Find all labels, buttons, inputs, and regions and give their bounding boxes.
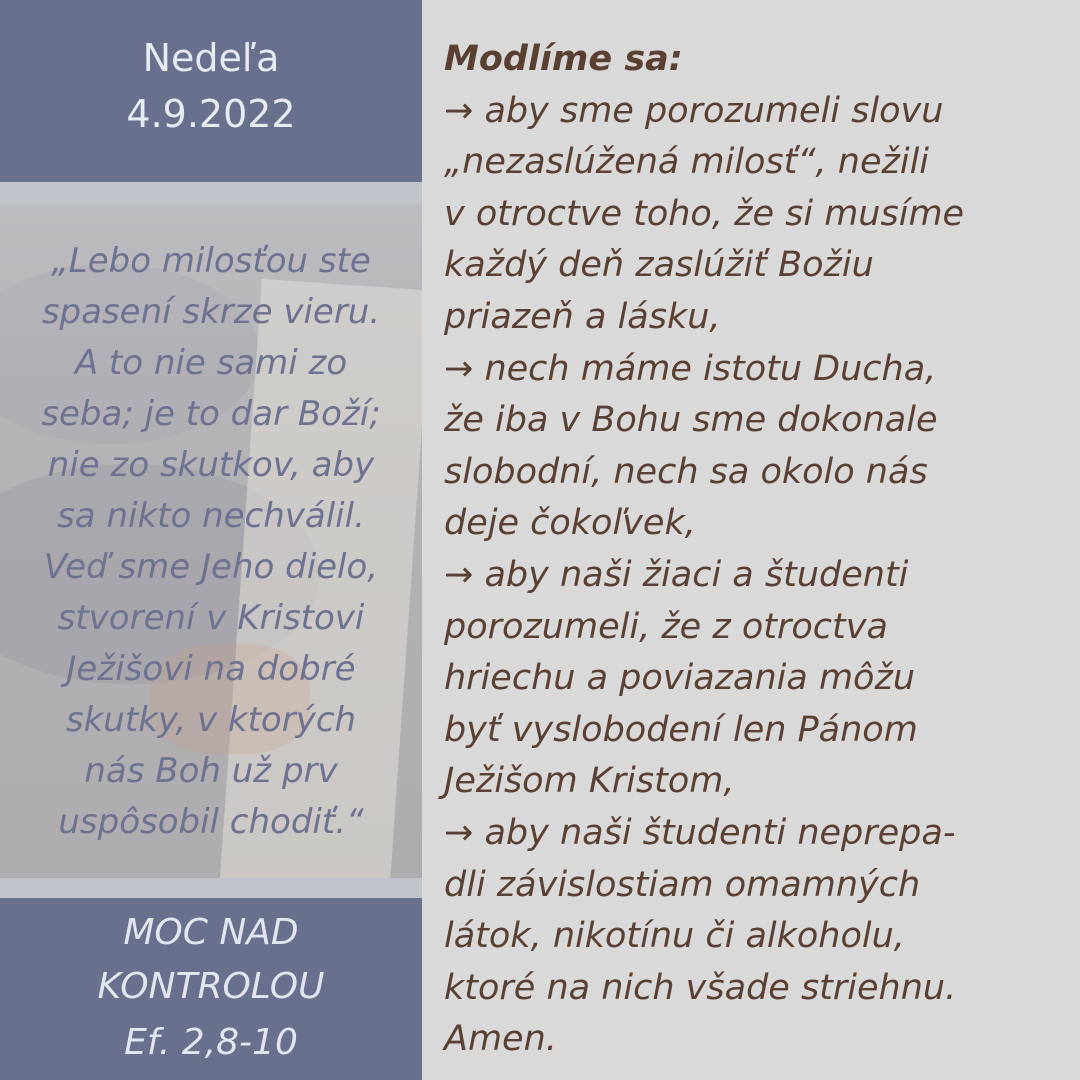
verse-line: Veď sme Jeho dielo, — [43, 547, 379, 587]
prayer-line: → aby naši študenti neprepa- — [444, 812, 956, 853]
date-panel — [0, 0, 422, 182]
prayer-line: že iba v Bohu sme dokonale — [444, 400, 938, 441]
day-label: Nedeľa — [142, 36, 280, 80]
title-panel — [0, 898, 422, 1080]
verse-line: stvorení v Kristovi — [57, 598, 365, 638]
verse-line: spasení skrze vieru. — [41, 292, 381, 332]
prayer-line: ktoré na nich všade striehnu. — [444, 967, 957, 1008]
prayer-text — [444, 34, 1074, 1066]
bible-verse — [0, 236, 422, 848]
prayer-line: každý deň zaslúžiť Božiu — [444, 245, 874, 286]
prayer-line: látok, nikotínu či alkoholu, — [444, 916, 905, 957]
scripture-reference: Ef. 2,8-10 — [124, 1022, 298, 1063]
prayer-line: deje čokoľvek, — [444, 503, 696, 544]
verse-line: „Lebo milosťou ste — [51, 241, 371, 281]
date-label: 4.9.2022 — [126, 92, 296, 136]
prayer-line: v otroctve toho, že si musíme — [444, 193, 965, 234]
verse-line: nie zo skutkov, aby — [47, 445, 375, 485]
prayer-line: → nech máme istotu Ducha, — [444, 348, 937, 389]
prayer-line: Ježišom Kristom, — [444, 761, 735, 802]
prayer-line: hriechu a poviazania môžu — [444, 658, 916, 699]
prayer-line: → aby naši žiaci a študenti — [444, 554, 909, 595]
prayer-line: priazeň a lásku, — [444, 296, 721, 337]
prayer-line: dli závislostiam omamných — [444, 864, 921, 905]
title-line-1: MOC NAD — [123, 912, 299, 953]
verse-line: A to nie sami zo — [74, 343, 348, 383]
verse-line: sa nikto nechválil. — [57, 496, 365, 536]
title-line-2: KONTROLOU — [97, 966, 325, 1007]
prayer-line: „nezaslúžená milosť“, nežili — [444, 142, 930, 183]
prayer-line: slobodní, nech sa okolo nás — [444, 451, 928, 492]
verse-line: nás Boh už prv — [84, 751, 338, 791]
prayer-line: → aby sme porozumeli slovu — [444, 90, 944, 131]
verse-line: skutky, v ktorých — [65, 700, 357, 740]
verse-line: seba; je to dar Boží; — [41, 394, 381, 434]
prayer-line: byť vyslobodení len Pánom — [444, 709, 918, 750]
verse-line: uspôsobil chodiť.“ — [58, 802, 364, 842]
prayer-line: Amen. — [444, 1019, 557, 1060]
prayer-line: porozumeli, že z otroctva — [444, 606, 888, 647]
verse-line: Ježišovi na dobré — [66, 649, 356, 689]
prayer-heading: Modlíme sa: — [444, 39, 683, 79]
